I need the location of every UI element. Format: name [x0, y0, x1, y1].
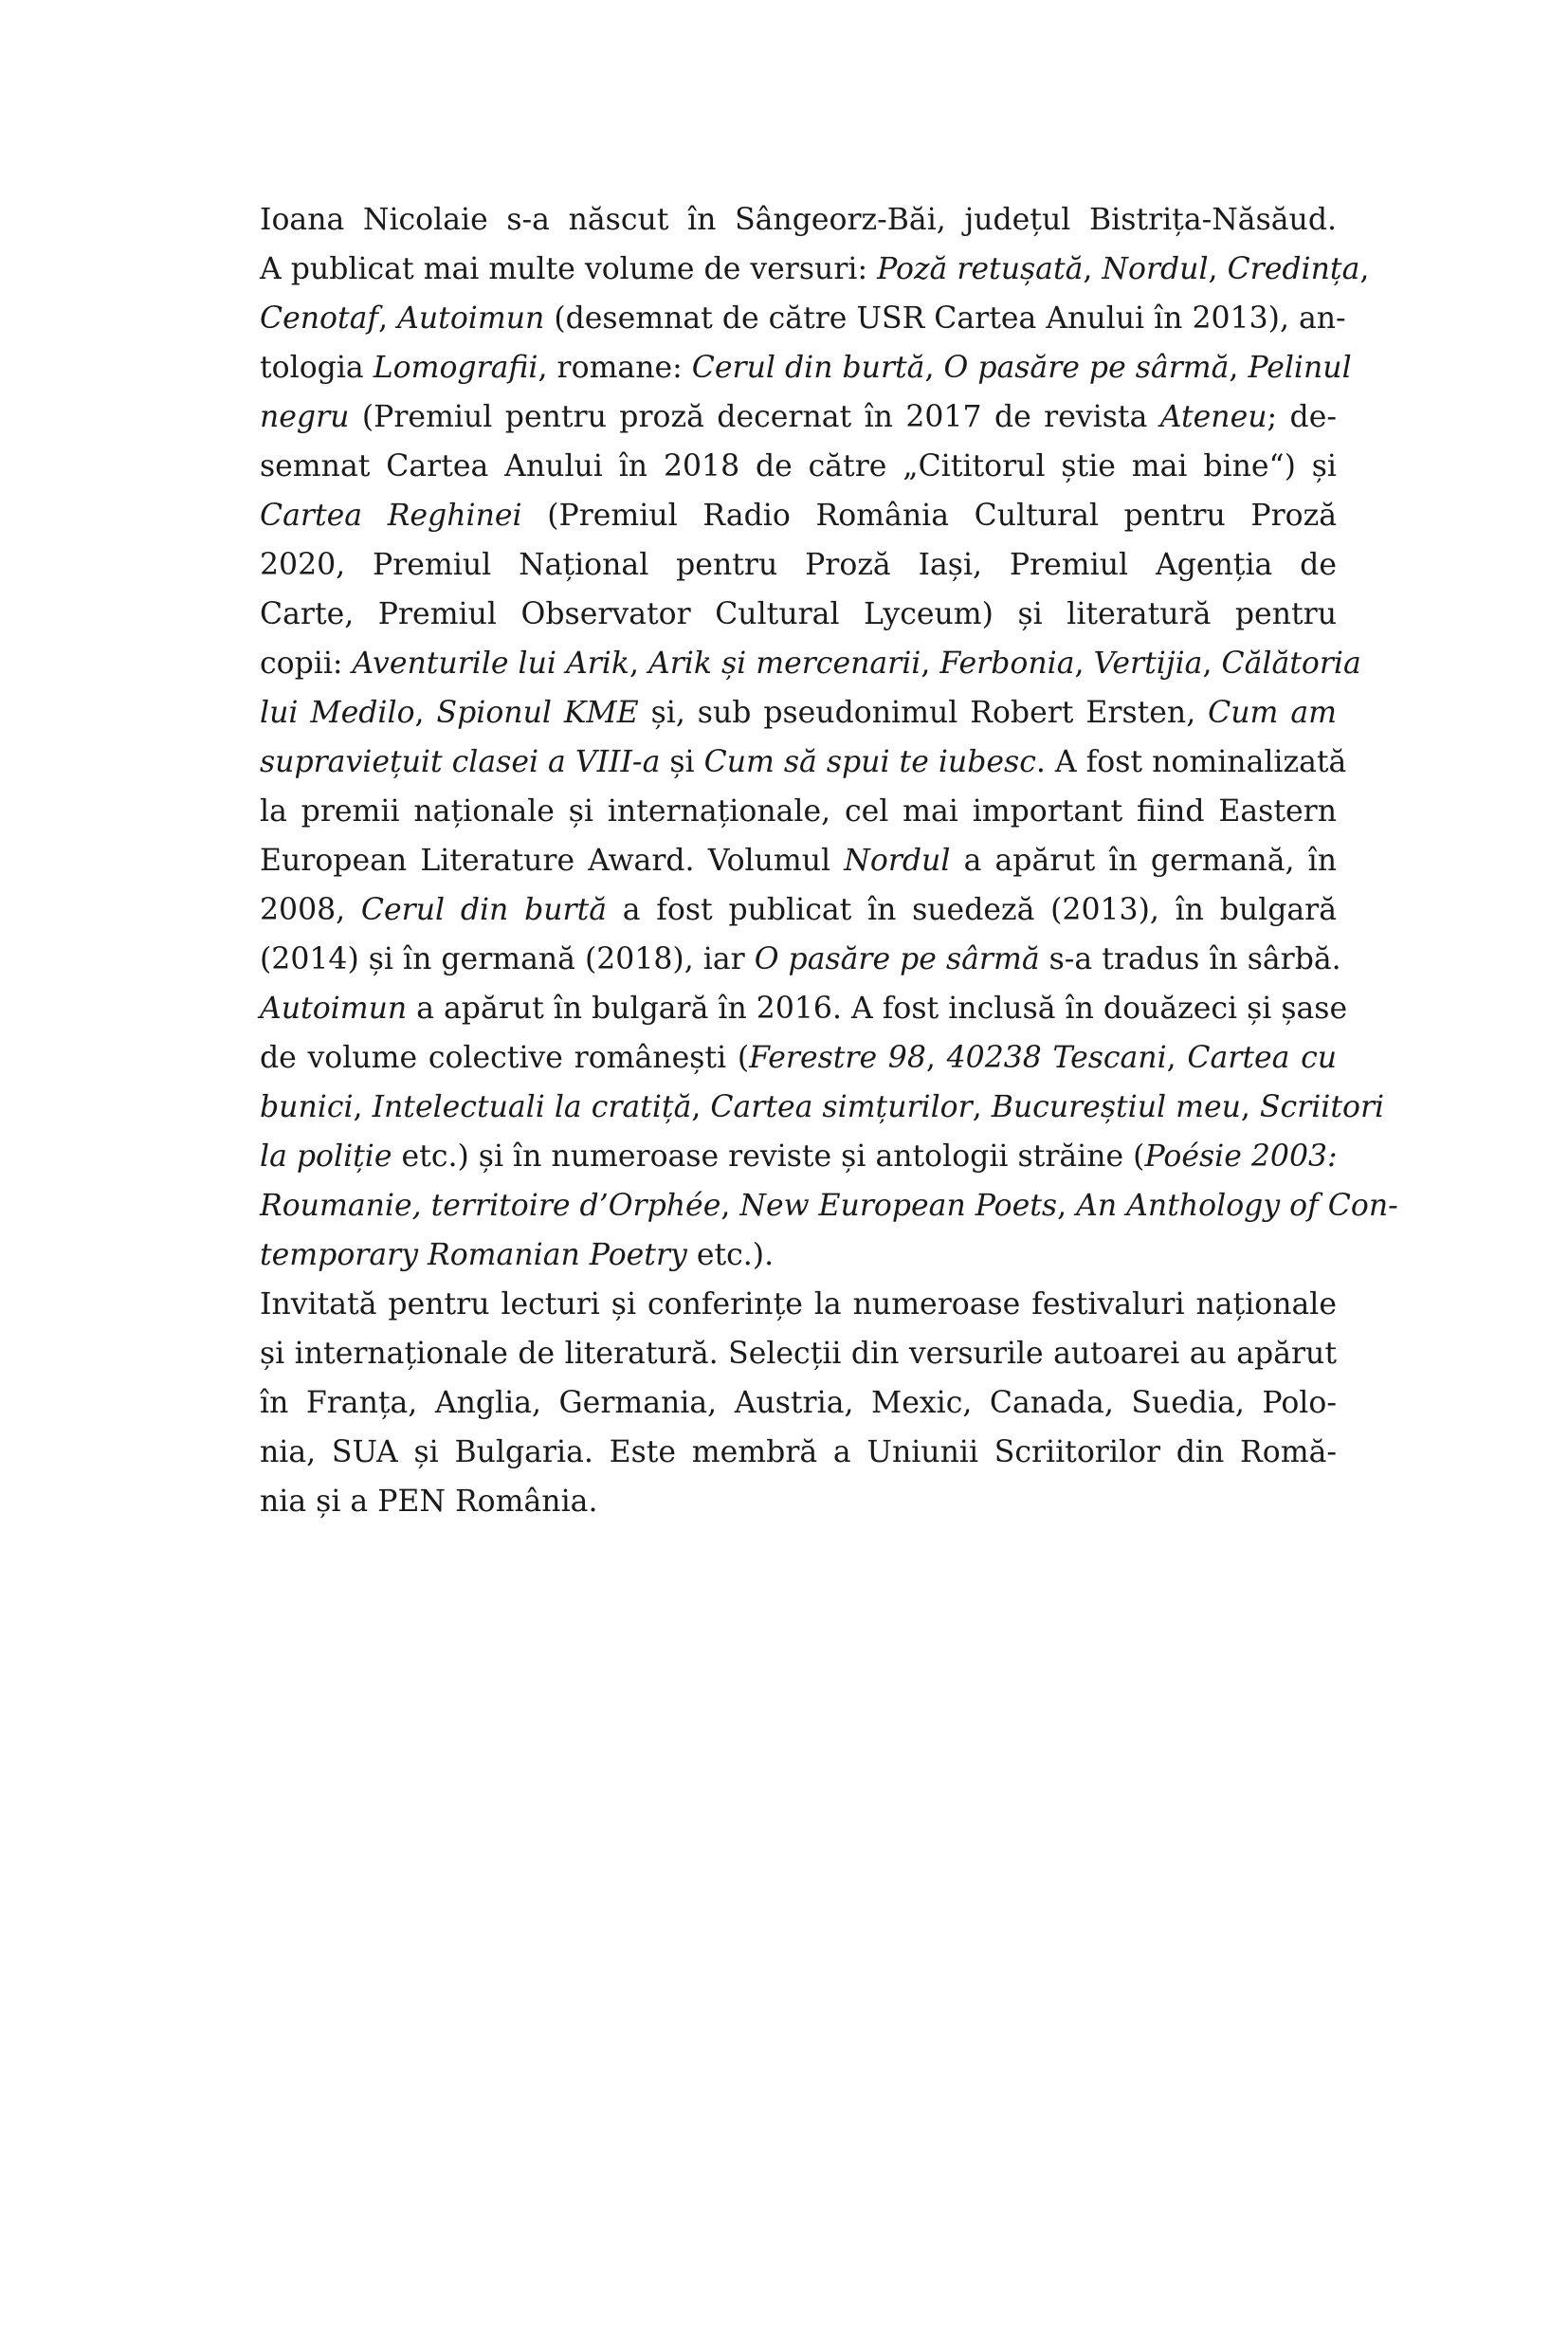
- italic-title: New European Poets: [739, 1189, 1058, 1223]
- italic-title: Roumanie, territoire d’Orphée: [260, 1189, 721, 1223]
- text-line: [260, 1181, 1398, 1230]
- text-line: [260, 343, 1352, 392]
- italic-title: Cerul din burtă: [360, 893, 608, 927]
- text-run: etc.).: [686, 1238, 775, 1272]
- text-run: în Franța, Anglia, Germania, Austria, Mexic, Canada, Suedia, Polo-: [260, 1386, 1337, 1420]
- text-run: Invitată pentru lecturi și conferințe la numeroase festivaluri naționale: [260, 1287, 1337, 1321]
- author-biography: [260, 195, 1398, 1526]
- italic-title: O pasăre pe sârmă: [754, 942, 1040, 976]
- text-run: (desemnat de către USR Cartea Anului în 2013), an-: [544, 301, 1346, 336]
- italic-title: Nordul: [844, 844, 951, 878]
- text-run: ; de-: [1267, 400, 1338, 434]
- text-run: nia și a PEN România.: [260, 1485, 598, 1519]
- italic-title: lui Medilo: [260, 696, 415, 730]
- text-line: [260, 885, 1337, 935]
- text-run: (Premiul pentru proză decernat în 2017 de revista: [349, 400, 1160, 434]
- text-run: și internaționale de literatură. Selecții din versurile autoarei au apărut: [260, 1337, 1337, 1371]
- text-line: [260, 1230, 1337, 1280]
- bio-paragraph-1: [260, 195, 1398, 1280]
- italic-title: Cenotaf: [260, 301, 379, 336]
- text-run: tologia: [260, 351, 374, 385]
- text-run: (Premiul Radio România Cultural pentru Proză: [521, 499, 1337, 533]
- italic-title: bunici: [260, 1090, 354, 1124]
- text-run: Carte, Premiul Observator Cultural Lyceum) și literatură pentru: [260, 597, 1337, 631]
- text-run: 2008,: [260, 893, 361, 927]
- italic-title: Bucureștiul meu: [991, 1090, 1241, 1124]
- text-line: [260, 787, 1337, 836]
- text-run: ,: [629, 647, 648, 681]
- italic-title: O pasăre pe sârmă: [943, 351, 1230, 385]
- text-line: [260, 245, 1370, 294]
- italic-title: 40238 Tescani: [946, 1041, 1167, 1075]
- italic-title: Cum am: [1208, 696, 1338, 730]
- text-line: [260, 294, 1346, 343]
- text-run: nia, SUA și Bulgaria. Este membră a Uniunii Scriitorilor din Romă-: [260, 1435, 1337, 1469]
- text-run: ,: [1083, 252, 1103, 286]
- italic-title: Arik și mercenarii: [648, 647, 921, 681]
- text-run: copii:: [260, 647, 353, 681]
- text-line: [260, 442, 1337, 491]
- italic-title: Ferestre 98: [749, 1041, 926, 1075]
- text-line: [260, 540, 1337, 590]
- text-line: [260, 935, 1341, 984]
- italic-title: Poésie 2003:: [1144, 1139, 1338, 1174]
- text-run: s-a tradus în sârbă.: [1039, 942, 1341, 976]
- text-run: ,: [414, 696, 437, 730]
- text-line: [260, 836, 1337, 885]
- italic-title: Intelectuali la cratiță: [372, 1090, 692, 1124]
- italic-title: Călătoria: [1221, 647, 1361, 681]
- italic-title: Spionul KME: [436, 696, 639, 730]
- text-run: European Literature Award. Volumul: [260, 844, 845, 878]
- italic-title: Vertijia: [1093, 647, 1203, 681]
- text-line: [260, 738, 1347, 787]
- text-line: [260, 1329, 1337, 1378]
- italic-title: Ferbonia: [939, 647, 1075, 681]
- italic-title: supraviețuit clasei a VIII-a: [260, 745, 661, 779]
- bio-paragraph-2: [260, 1280, 1337, 1526]
- text-run: semnat Cartea Anului în 2018 de către „Cititorul știe mai bine“) și: [260, 449, 1337, 483]
- text-run: de volume colective românești (: [260, 1041, 750, 1075]
- text-run: ,: [1074, 647, 1094, 681]
- text-run: ,: [1359, 252, 1370, 286]
- text-run: și: [660, 745, 704, 779]
- italic-title: Cartea simțurilor: [710, 1090, 973, 1124]
- text-line: [260, 590, 1337, 639]
- italic-title: Cartea Reghinei: [260, 499, 522, 533]
- text-line: [260, 688, 1337, 738]
- text-run: ,: [1208, 252, 1228, 286]
- text-run: . A fost nominalizată: [1035, 745, 1347, 779]
- italic-title: Autoimun: [260, 992, 408, 1026]
- italic-title: Credința: [1227, 252, 1360, 286]
- text-run: ,: [1240, 1090, 1260, 1124]
- italic-title: Poză retușată: [877, 252, 1084, 286]
- italic-title: Aventurile lui Arik: [352, 647, 629, 681]
- text-run: ,: [921, 647, 940, 681]
- italic-title: temporary Romanian Poetry: [260, 1238, 687, 1272]
- italic-title: Lomografii: [373, 351, 538, 385]
- text-line: [260, 1132, 1337, 1181]
- text-run: a apărut în germană, în: [950, 844, 1338, 878]
- text-run: ,: [1202, 647, 1222, 681]
- text-line: [260, 1428, 1337, 1477]
- text-line: [260, 1280, 1337, 1329]
- text-line: [260, 1083, 1385, 1132]
- text-line: [260, 491, 1337, 540]
- italic-title: la poliție: [260, 1139, 392, 1174]
- italic-title: negru: [260, 400, 350, 434]
- text-run: ,: [972, 1090, 992, 1124]
- italic-title: Cerul din burtă: [691, 351, 925, 385]
- text-line: [260, 1033, 1337, 1083]
- text-line: [260, 1378, 1337, 1428]
- text-run: ,: [378, 301, 398, 336]
- text-run: A publicat mai multe volume de versuri:: [260, 252, 878, 286]
- text-run: (2014) și în germană (2018), iar: [260, 942, 755, 976]
- text-line: [260, 639, 1361, 688]
- italic-title: An Anthology of Con-: [1076, 1189, 1398, 1223]
- italic-title: Nordul: [1102, 252, 1209, 286]
- italic-title: Ateneu: [1159, 400, 1267, 434]
- text-run: ,: [925, 1041, 947, 1075]
- text-run: ,: [353, 1090, 373, 1124]
- text-run: ,: [691, 1090, 711, 1124]
- text-run: etc.) și în numeroase reviste și antologii străine (: [392, 1139, 1145, 1174]
- text-run: ,: [720, 1189, 740, 1223]
- italic-title: Pelinul: [1248, 351, 1352, 385]
- italic-title: Scriitori: [1259, 1090, 1385, 1124]
- text-line: [260, 392, 1337, 442]
- text-run: la premii naționale și internaționale, cel mai important fiind Eastern: [260, 794, 1337, 829]
- text-run: 2020, Premiul Național pentru Proză Iași, Premiul Agenția de: [260, 548, 1337, 582]
- text-run: Ioana Nicolaie s-a născut în Sângeorz-Băi, județul Bistrița-Năsăud.: [260, 203, 1337, 237]
- italic-title: Cum să spui te iubesc: [703, 745, 1036, 779]
- italic-title: Cartea cu: [1187, 1041, 1338, 1075]
- text-run: și, sub pseudonimul Robert Ersten,: [638, 696, 1209, 730]
- text-run: a apărut în bulgară în 2016. A fost inclusă în douăzeci și șase: [407, 992, 1348, 1026]
- text-run: ,: [924, 351, 944, 385]
- text-line: [260, 1477, 1337, 1526]
- italic-title: Autoimun: [397, 301, 545, 336]
- text-run: ,: [1166, 1041, 1188, 1075]
- text-line: [260, 984, 1348, 1033]
- text-run: a fost publicat în suedeză (2013), în bulgară: [607, 893, 1337, 927]
- text-run: ,: [1057, 1189, 1077, 1223]
- text-run: ,: [1229, 351, 1249, 385]
- text-run: , romane:: [538, 351, 692, 385]
- text-line: [260, 195, 1337, 245]
